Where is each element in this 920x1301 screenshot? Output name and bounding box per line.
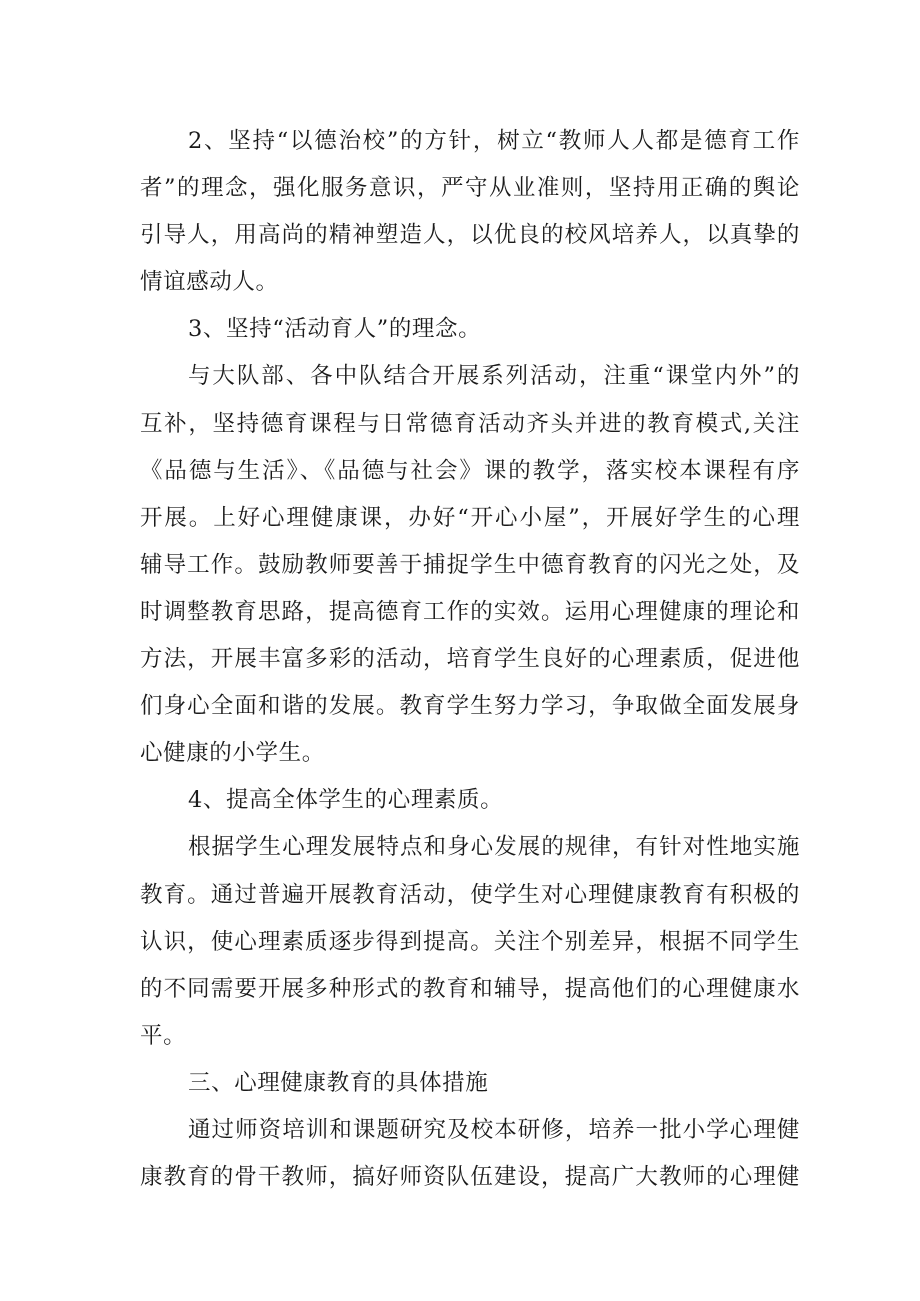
text-line: 与大队部、各中队结合开展系列活动，注重“课堂内外”的	[188, 363, 800, 390]
text-line: 2、坚持“以德治校”的方针，树立“教师人人都是德育工作	[188, 128, 800, 154]
text-line: 心健康的小学生。	[140, 740, 325, 767]
text-line: 《品德与生活》、《品德与社会》课的教学，落实校本课程有序	[140, 457, 800, 484]
section-heading: 4、提高全体学生的心理素质。	[188, 787, 504, 814]
text-line: 辅导工作。鼓励教师要善于捕捉学生中德育教育的闪光之处，及	[140, 551, 800, 578]
text-line: 平。	[140, 1022, 187, 1049]
text-line: 认识，使心理素质逐步得到提高。关注个别差异，根据不同学生	[140, 928, 800, 955]
text-line: 教育。通过普遍开展教育活动，使学生对心理健康教育有积极的	[140, 881, 800, 908]
text-line: 通过师资培训和课题研究及校本研修，培养一批小学心理健	[188, 1116, 800, 1143]
text-line: 情谊感动人。	[140, 269, 279, 296]
text-line: 们身心全面和谐的发展。教育学生努力学习，争取做全面发展身	[140, 693, 800, 720]
section-heading: 3、坚持“活动育人”的理念。	[188, 316, 482, 343]
text-line: 互补，坚持德育课程与日常德育活动齐头并进的教育模式,关注	[140, 410, 800, 437]
text-line: 康教育的骨干教师，搞好师资队伍建设，提高广大教师的心理健	[140, 1164, 800, 1191]
text-line: 者”的理念，强化服务意识，严守从业准则，坚持用正确的舆论	[140, 175, 800, 202]
text-line: 根据学生心理发展特点和身心发展的规律，有针对性地实施	[188, 834, 800, 861]
text-line: 时调整教育思路，提高德育工作的实效。运用心理健康的理论和	[140, 598, 800, 625]
text-line: 方法，开展丰富多彩的活动，培育学生良好的心理素质，促进他	[140, 646, 800, 673]
text-line: 的不同需要开展多种形式的教育和辅导，提高他们的心理健康水	[140, 975, 800, 1002]
text-line: 开展。上好心理健康课，办好“开心小屋”，开展好学生的心理	[140, 504, 800, 531]
section-heading: 三、心理健康教育的具体措施	[188, 1069, 489, 1096]
body-text	[140, 118, 800, 1201]
text-line: 引导人，用高尚的精神塑造人，以优良的校风培养人，以真挚的	[140, 222, 800, 249]
